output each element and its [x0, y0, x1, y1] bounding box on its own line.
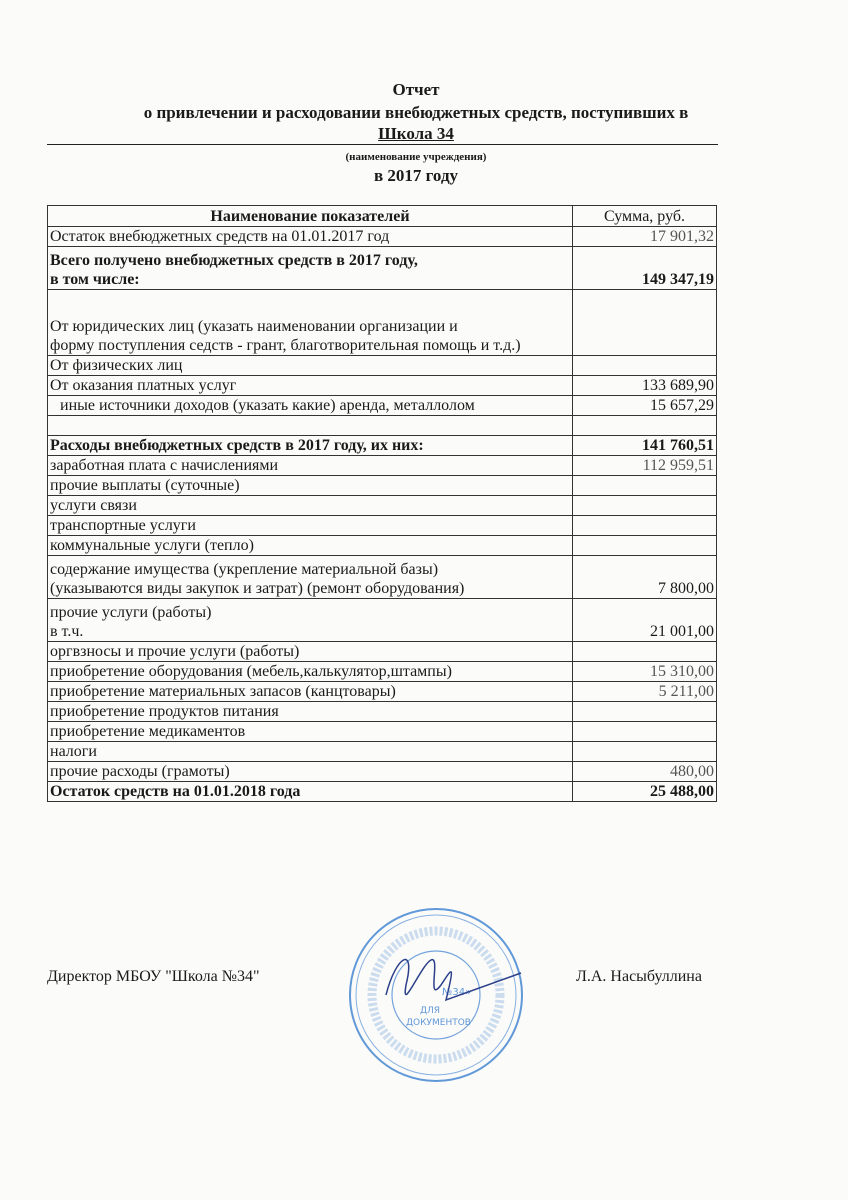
row-label: услуги связи [48, 496, 573, 516]
svg-text:№34»: №34» [442, 987, 472, 998]
table-row [48, 536, 717, 556]
report-table [47, 205, 717, 802]
row-label: оргвзносы и прочие услуги (работы) [48, 642, 573, 662]
row-label: приобретение продуктов питания [48, 702, 573, 722]
report-year: в 2017 году [373, 166, 459, 185]
report-subtitle: о привлечении и расходовании внебюджетных средств, поступивших в [143, 103, 689, 122]
row-value: 133 689,90 [573, 376, 717, 396]
table-row [48, 376, 717, 396]
row-value [573, 516, 717, 536]
row-value [573, 642, 717, 662]
official-stamp [346, 905, 526, 1085]
row-label: Расходы внебюджетных средств в 2017 году, их них: [48, 436, 573, 456]
row-label-line: (указываются виды закупок и затрат) (ремонт оборудования) [50, 580, 465, 597]
row-label [48, 416, 573, 436]
row-value [573, 476, 717, 496]
row-label-line: форму поступления седств - грант, благотворительная помощь и т.д.) [50, 337, 521, 354]
col-name-header: Наименование показателей [48, 206, 573, 227]
table-row [48, 722, 717, 742]
row-value: 5 211,00 [573, 682, 717, 702]
table-row [48, 476, 717, 496]
table-row [48, 662, 717, 682]
row-label-line: в т.ч. [50, 623, 84, 640]
row-label: приобретение медикаментов [48, 722, 573, 742]
institution-caption: (наименование учреждения) [345, 151, 487, 163]
table-row [48, 356, 717, 376]
row-label: коммунальные услуги (тепло) [48, 536, 573, 556]
row-label [48, 556, 573, 599]
row-label: приобретение оборудования (мебель,калькулятор,штампы) [48, 662, 573, 682]
table-row [48, 396, 717, 416]
divider [47, 144, 718, 145]
row-value: 17 901,32 [573, 227, 717, 247]
row-value: 15 657,29 [573, 396, 717, 416]
institution-name: Школа 34 [378, 124, 454, 143]
row-value: 25 488,00 [573, 782, 717, 802]
row-value: 7 800,00 [573, 556, 717, 599]
table-row [48, 456, 717, 476]
row-label: транспортные услуги [48, 516, 573, 536]
table-row [48, 762, 717, 782]
row-label: От оказания платных услуг [48, 376, 573, 396]
table-row [48, 290, 717, 356]
table-row [48, 416, 717, 436]
table-header [48, 206, 717, 227]
row-value [573, 702, 717, 722]
row-value: 15 310,00 [573, 662, 717, 682]
table-row [48, 516, 717, 536]
row-label: приобретение материальных запасов (канцтовары) [48, 682, 573, 702]
row-value [573, 356, 717, 376]
row-label-line: Всего получено внебюджетных средств в 2017 году, [50, 252, 418, 269]
table-row [48, 642, 717, 662]
table-row [48, 247, 717, 290]
row-value [573, 496, 717, 516]
row-label [48, 599, 573, 642]
row-value [573, 416, 717, 436]
row-label: От физических лиц [48, 356, 573, 376]
table-row [48, 682, 717, 702]
table-row [48, 599, 717, 642]
row-value: 112 959,51 [573, 456, 717, 476]
svg-text:ДЛЯ: ДЛЯ [420, 1006, 441, 1016]
row-value [573, 536, 717, 556]
table-row [48, 436, 717, 456]
row-label: прочие расходы (грамоты) [48, 762, 573, 782]
row-value [573, 722, 717, 742]
row-label-line: От юридических лиц (указать наименовании организации и [50, 318, 458, 335]
row-label: иные источники доходов (указать какие) аренда, металлолом [48, 396, 573, 416]
svg-text:ДОКУМЕНТОВ: ДОКУМЕНТОВ [406, 1018, 471, 1028]
row-value: 21 001,00 [573, 599, 717, 642]
row-label-line: содержание имущества (укрепление материальной базы) [50, 561, 439, 578]
row-value [573, 290, 717, 356]
row-value: 480,00 [573, 762, 717, 782]
row-label [48, 290, 573, 356]
table-row [48, 496, 717, 516]
signatory-name: Л.А. Насыбуллина [576, 968, 702, 985]
row-label [48, 247, 573, 290]
table-row [48, 227, 717, 247]
row-label: налоги [48, 742, 573, 762]
report-title: Отчет [392, 80, 440, 99]
table-row [48, 742, 717, 762]
row-label: прочие выплаты (суточные) [48, 476, 573, 496]
row-value: 149 347,19 [573, 247, 717, 290]
row-value: 141 760,51 [573, 436, 717, 456]
row-label: Остаток внебюджетных средств на 01.01.2017 год [48, 227, 573, 247]
table-row [48, 556, 717, 599]
table-row [48, 782, 717, 802]
signature-position: Директор МБОУ "Школа №34" [47, 968, 260, 985]
row-label-line: прочие услуги (работы) [50, 604, 212, 621]
table-row [48, 702, 717, 722]
row-label: заработная плата с начислениями [48, 456, 573, 476]
col-sum-header: Сумма, руб. [573, 206, 717, 227]
row-label: Остаток средств на 01.01.2018 года [48, 782, 573, 802]
row-value [573, 742, 717, 762]
row-label-line: в том числе: [50, 271, 140, 288]
